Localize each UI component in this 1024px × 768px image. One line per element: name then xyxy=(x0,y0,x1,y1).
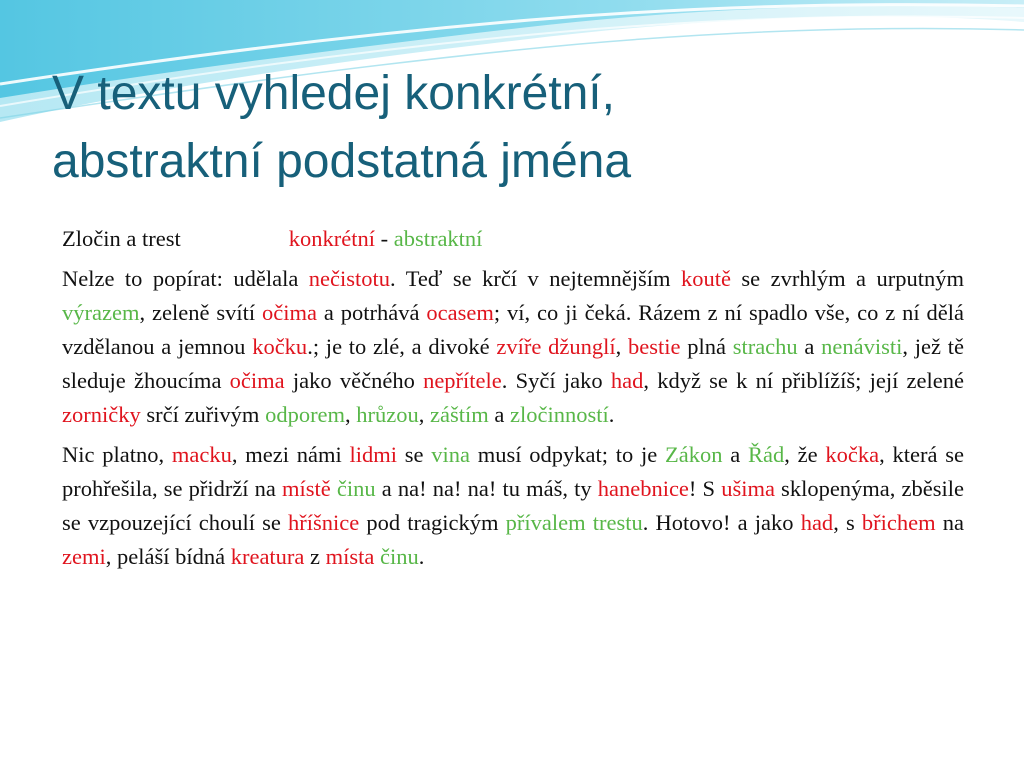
abstract-noun: odporem xyxy=(265,402,346,427)
concrete-noun: kreatura xyxy=(230,544,305,569)
abstract-noun: zločinností xyxy=(510,402,609,427)
concrete-noun: nepřítele xyxy=(423,368,502,393)
text-run: sklopenýma, zběsile se vzpouzející choulí se xyxy=(62,476,965,535)
abstract-noun: výrazem xyxy=(62,300,140,325)
text-run: , mezi námi xyxy=(231,442,350,467)
legend-concrete: konkrétní xyxy=(288,226,375,251)
text-run: a potrhává xyxy=(316,300,427,325)
text-run: Nelze to popírat: udělala xyxy=(62,266,309,291)
text-run: ; ví, co ji čeká. Rázem z ní spadlo vše, co z ní dělá vzdělanou a jemnou xyxy=(62,300,964,359)
abstract-noun: činu xyxy=(380,544,419,569)
text-run: , která se prohřešila, se přidrží na xyxy=(62,442,965,501)
legend-separator: - xyxy=(374,226,394,251)
text-run: , že xyxy=(784,442,826,467)
text-run: srčí zuřivým xyxy=(140,402,266,427)
story-title: Zločin a trest xyxy=(62,226,181,251)
text-run: a na! na! na! tu máš, ty xyxy=(375,476,598,501)
abstract-noun: strachu xyxy=(732,334,798,359)
text-run: , xyxy=(615,334,628,359)
text-run: , když se k ní přiblížíš; její zelené xyxy=(643,368,964,393)
slide-title xyxy=(52,60,992,196)
concrete-noun: had xyxy=(800,510,834,535)
text-run: . Teď se krčí v nejtemnějším xyxy=(390,266,681,291)
text-run: pod tragickým xyxy=(359,510,506,535)
concrete-noun: hříšnice xyxy=(288,510,360,535)
concrete-noun: břichem xyxy=(861,510,936,535)
text-run: . Syčí jako xyxy=(501,368,611,393)
text-run: , xyxy=(418,402,431,427)
abstract-noun: vina xyxy=(431,442,471,467)
legend-line xyxy=(62,222,964,256)
text-run: ! S xyxy=(688,476,722,501)
text-run: . xyxy=(608,402,615,427)
concrete-noun: bestie xyxy=(627,334,681,359)
text-run: . Hotovo! a jako xyxy=(642,510,801,535)
concrete-noun: zvíře džunglí xyxy=(496,334,616,359)
text-run: se xyxy=(397,442,432,467)
text-run: .; je to zlé, a divoké xyxy=(307,334,497,359)
text-run: . xyxy=(418,544,425,569)
concrete-noun: kočku xyxy=(252,334,308,359)
abstract-noun: přívalem trestu xyxy=(505,510,643,535)
slide-title-line-1: V textu vyhledej konkrétní, xyxy=(52,67,615,120)
abstract-noun: Řád xyxy=(748,442,785,467)
text-run: musí odpykat; to je xyxy=(470,442,666,467)
abstract-noun: činu xyxy=(336,476,376,501)
abstract-noun: záštím xyxy=(430,402,489,427)
concrete-noun: zemi xyxy=(62,544,106,569)
paragraph-1 xyxy=(62,262,964,432)
text-run: , jež tě sleduje žhoucíma xyxy=(62,334,964,393)
text-run: jako věčného xyxy=(284,368,424,393)
concrete-noun: očima xyxy=(262,300,317,325)
slide-title-line-2: abstraktní podstatná jména xyxy=(52,135,632,188)
concrete-noun: hanebnice xyxy=(597,476,689,501)
concrete-noun: kočka xyxy=(825,442,880,467)
concrete-noun: místě xyxy=(282,476,331,501)
concrete-noun: macku xyxy=(171,442,232,467)
text-run: Nic platno, xyxy=(62,442,172,467)
concrete-noun: koutě xyxy=(680,266,731,291)
concrete-noun: had xyxy=(610,368,644,393)
text-run: se zvrhlým a urputným xyxy=(730,266,965,291)
concrete-noun: ušima xyxy=(721,476,775,501)
text-run: , xyxy=(345,402,357,427)
concrete-noun: nečistotu xyxy=(308,266,391,291)
concrete-noun: ocasem xyxy=(426,300,494,325)
concrete-noun: místa xyxy=(325,544,375,569)
abstract-noun: nenávisti xyxy=(821,334,903,359)
concrete-noun: očima xyxy=(229,368,285,393)
concrete-noun: zorničky xyxy=(62,402,141,427)
concrete-noun: lidmi xyxy=(349,442,397,467)
text-run: na xyxy=(935,510,964,535)
abstract-noun: Zákon xyxy=(665,442,723,467)
paragraph-2 xyxy=(62,438,964,574)
text-run: a xyxy=(797,334,822,359)
text-run: , s xyxy=(833,510,862,535)
text-run: , zeleně svítí xyxy=(139,300,262,325)
text-run: a xyxy=(722,442,749,467)
slide-body xyxy=(62,222,964,580)
text-run: a xyxy=(488,402,511,427)
text-run: plná xyxy=(680,334,733,359)
legend-abstract: abstraktní xyxy=(393,226,483,251)
text-run: z xyxy=(304,544,326,569)
text-run: , peláší bídná xyxy=(105,544,231,569)
abstract-noun: hrůzou xyxy=(356,402,419,427)
